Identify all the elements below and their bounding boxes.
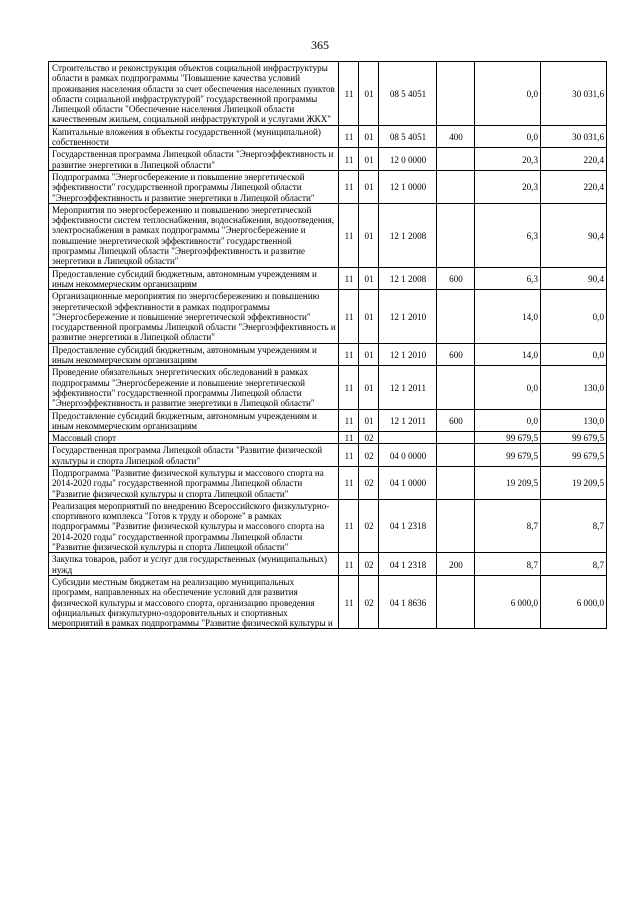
row-expense-type-cell	[437, 170, 475, 203]
row-amount-1-cell: 8,7	[475, 553, 541, 576]
row-subsection-cell: 02	[359, 466, 379, 499]
row-target-article-cell: 12 0 0000	[379, 148, 437, 171]
row-subsection-cell: 01	[359, 125, 379, 148]
row-name-cell: Субсидии местным бюджетам на реализацию муниципальных программ, направленных на обеспечение условий для развития физической культуры и массового спорта, организацию проведения официальных физкультурно-оздоровительных и спортивных мероприятий в рамках подпрограммы "Развитие физической культуры и	[49, 575, 339, 628]
row-section-cell: 11	[339, 148, 359, 171]
row-expense-type-cell: 600	[437, 267, 475, 290]
row-amount-2-cell: 220,4	[541, 148, 607, 171]
row-expense-type-cell: 600	[437, 409, 475, 432]
row-target-article-cell: 08 5 4051	[379, 62, 437, 126]
row-amount-1-cell: 14,0	[475, 290, 541, 343]
row-target-article-cell: 04 1 0000	[379, 466, 437, 499]
row-target-article-cell: 04 1 2318	[379, 553, 437, 576]
row-target-article-cell: 12 1 2008	[379, 203, 437, 267]
row-amount-2-cell: 90,4	[541, 267, 607, 290]
table-row	[49, 62, 607, 126]
row-section-cell: 11	[339, 170, 359, 203]
row-amount-2-cell: 19 209,5	[541, 466, 607, 499]
row-section-cell: 11	[339, 267, 359, 290]
row-section-cell: 11	[339, 409, 359, 432]
row-name-cell: Массовый спорт	[49, 432, 339, 444]
row-subsection-cell: 02	[359, 575, 379, 628]
table-row	[49, 148, 607, 171]
row-amount-1-cell: 0,0	[475, 409, 541, 432]
row-expense-type-cell	[437, 366, 475, 409]
row-section-cell: 11	[339, 290, 359, 343]
row-subsection-cell: 01	[359, 148, 379, 171]
row-section-cell: 11	[339, 62, 359, 126]
row-amount-1-cell: 20,3	[475, 170, 541, 203]
table-row	[49, 432, 607, 444]
row-name-cell: Строительство и реконструкция объектов социальной инфраструктуры области в рамках подпрограммы "Повышение качества условий проживания населения области за счет обеспечения населенных пунктов области социальной инфраструктурой" государственной программы Липецкой области "Обеспечение населения Липецкой области качественным жильем, социальной инфраструктурой и услугами ЖКХ"	[49, 62, 339, 126]
row-target-article-cell: 04 1 2318	[379, 499, 437, 552]
row-amount-2-cell: 130,0	[541, 366, 607, 409]
row-amount-1-cell: 0,0	[475, 62, 541, 126]
row-name-cell: Капитальные вложения в объекты государственной (муниципальной) собственности	[49, 125, 339, 148]
row-amount-1-cell: 8,7	[475, 499, 541, 552]
row-subsection-cell: 01	[359, 366, 379, 409]
row-name-cell: Подпрограмма "Развитие физической культуры и массового спорта на 2014-2020 годы" государственной программы Липецкой области "Развитие физической культуры и спорта Липецкой области"	[49, 466, 339, 499]
row-subsection-cell: 01	[359, 290, 379, 343]
row-amount-1-cell: 99 679,5	[475, 432, 541, 444]
row-name-cell: Закупка товаров, работ и услуг для государственных (муниципальных) нужд	[49, 553, 339, 576]
row-subsection-cell: 02	[359, 553, 379, 576]
row-subsection-cell: 01	[359, 267, 379, 290]
table-row	[49, 444, 607, 467]
row-name-cell: Реализация мероприятий по внедрению Всероссийского физкультурно-спортивного комплекса "Готов к труду и обороне" в рамках подпрограммы "Развитие физической культуры и массового спорта на 2014-2020 годы" государственной программы Липецкой области "Развитие физической культуры и спорта Липецкой области"	[49, 499, 339, 552]
row-name-cell: Организационные мероприятия по энергосбережению и повышению энергетической эффективности в рамках подпрограммы "Энергосбережение и повышение энергетической эффективности" государственной программы Липецкой области "Энергоэффективность и развитие энергетики в Липецкой области"	[49, 290, 339, 343]
row-expense-type-cell: 600	[437, 343, 475, 366]
row-target-article-cell: 04 1 8636	[379, 575, 437, 628]
row-target-article-cell: 12 1 2011	[379, 366, 437, 409]
row-subsection-cell: 02	[359, 499, 379, 552]
row-target-article-cell: 12 1 2010	[379, 290, 437, 343]
table-row	[49, 466, 607, 499]
row-name-cell: Подпрограмма "Энергосбережение и повышение энергетической эффективности" государственной программы Липецкой области "Энергоэффективность и развитие энергетики в Липецкой области"	[49, 170, 339, 203]
row-expense-type-cell: 200	[437, 553, 475, 576]
row-section-cell: 11	[339, 499, 359, 552]
row-target-article-cell: 12 1 0000	[379, 170, 437, 203]
row-amount-2-cell: 99 679,5	[541, 444, 607, 467]
row-target-article-cell: 12 1 2008	[379, 267, 437, 290]
table-row	[49, 343, 607, 366]
row-amount-2-cell: 8,7	[541, 499, 607, 552]
row-amount-1-cell: 20,3	[475, 148, 541, 171]
row-amount-1-cell: 19 209,5	[475, 466, 541, 499]
row-section-cell: 11	[339, 575, 359, 628]
row-amount-2-cell: 99 679,5	[541, 432, 607, 444]
table-row	[49, 290, 607, 343]
row-expense-type-cell: 400	[437, 125, 475, 148]
row-expense-type-cell	[437, 444, 475, 467]
row-subsection-cell: 01	[359, 409, 379, 432]
row-target-article-cell: 12 1 2010	[379, 343, 437, 366]
table-row	[49, 575, 607, 628]
row-amount-1-cell: 14,0	[475, 343, 541, 366]
row-section-cell: 11	[339, 366, 359, 409]
row-name-cell: Государственная программа Липецкой области "Энергоэффективность и развитие энергетики в Липецкой области"	[49, 148, 339, 171]
row-section-cell: 11	[339, 125, 359, 148]
row-amount-2-cell: 8,7	[541, 553, 607, 576]
row-amount-2-cell: 220,4	[541, 170, 607, 203]
row-name-cell: Предоставление субсидий бюджетным, автономным учреждениям и иным некоммерческим организациям	[49, 409, 339, 432]
row-section-cell: 11	[339, 553, 359, 576]
row-name-cell: Государственная программа Липецкой области "Развитие физической культуры и спорта Липецкой области"	[49, 444, 339, 467]
row-amount-1-cell: 0,0	[475, 125, 541, 148]
row-amount-2-cell: 0,0	[541, 290, 607, 343]
row-expense-type-cell	[437, 203, 475, 267]
row-section-cell: 11	[339, 203, 359, 267]
budget-table-body	[49, 62, 607, 629]
row-amount-1-cell: 0,0	[475, 366, 541, 409]
row-expense-type-cell	[437, 148, 475, 171]
row-target-article-cell: 12 1 2011	[379, 409, 437, 432]
row-target-article-cell: 08 5 4051	[379, 125, 437, 148]
row-subsection-cell: 01	[359, 170, 379, 203]
row-subsection-cell: 02	[359, 444, 379, 467]
row-expense-type-cell	[437, 466, 475, 499]
row-expense-type-cell	[437, 432, 475, 444]
table-row	[49, 203, 607, 267]
row-amount-2-cell: 130,0	[541, 409, 607, 432]
row-amount-2-cell: 30 031,6	[541, 62, 607, 126]
row-subsection-cell: 01	[359, 62, 379, 126]
row-amount-1-cell: 6,3	[475, 203, 541, 267]
row-amount-2-cell: 0,0	[541, 343, 607, 366]
row-expense-type-cell	[437, 62, 475, 126]
row-subsection-cell: 01	[359, 343, 379, 366]
row-section-cell: 11	[339, 343, 359, 366]
row-amount-1-cell: 99 679,5	[475, 444, 541, 467]
row-name-cell: Проведение обязательных энергетических обследований в рамках подпрограммы "Энергосбережение и повышение энергетической эффективности" государственной программы Липецкой области "Энергоэффективность и развитие энергетики в Липецкой области"	[49, 366, 339, 409]
table-row	[49, 499, 607, 552]
row-target-article-cell: 04 0 0000	[379, 444, 437, 467]
row-name-cell: Предоставление субсидий бюджетным, автономным учреждениям и иным некоммерческим организациям	[49, 343, 339, 366]
table-row	[49, 409, 607, 432]
row-target-article-cell	[379, 432, 437, 444]
row-amount-1-cell: 6,3	[475, 267, 541, 290]
page-number: 365	[311, 38, 329, 52]
row-subsection-cell: 02	[359, 432, 379, 444]
row-expense-type-cell	[437, 290, 475, 343]
row-amount-2-cell: 90,4	[541, 203, 607, 267]
table-row	[49, 553, 607, 576]
row-expense-type-cell	[437, 499, 475, 552]
row-amount-1-cell: 6 000,0	[475, 575, 541, 628]
row-section-cell: 11	[339, 444, 359, 467]
row-subsection-cell: 01	[359, 203, 379, 267]
table-row	[49, 366, 607, 409]
table-row	[49, 170, 607, 203]
row-amount-2-cell: 6 000,0	[541, 575, 607, 628]
row-section-cell: 11	[339, 466, 359, 499]
row-section-cell: 11	[339, 432, 359, 444]
table-row	[49, 267, 607, 290]
row-name-cell: Мероприятия по энергосбережению и повышению энергетической эффективности систем теплоснабжения, водоснабжения, водоотведения, электроснабжения в рамках подпрограммы "Энергосбережение и повышение энергетической эффективности" государственной программы Липецкой области "Энергоэффективность и развитие энергетики в Липецкой области"	[49, 203, 339, 267]
budget-table	[48, 61, 607, 629]
row-name-cell: Предоставление субсидий бюджетным, автономным учреждениям и иным некоммерческим организациям	[49, 267, 339, 290]
row-expense-type-cell	[437, 575, 475, 628]
table-row	[49, 125, 607, 148]
row-amount-2-cell: 30 031,6	[541, 125, 607, 148]
